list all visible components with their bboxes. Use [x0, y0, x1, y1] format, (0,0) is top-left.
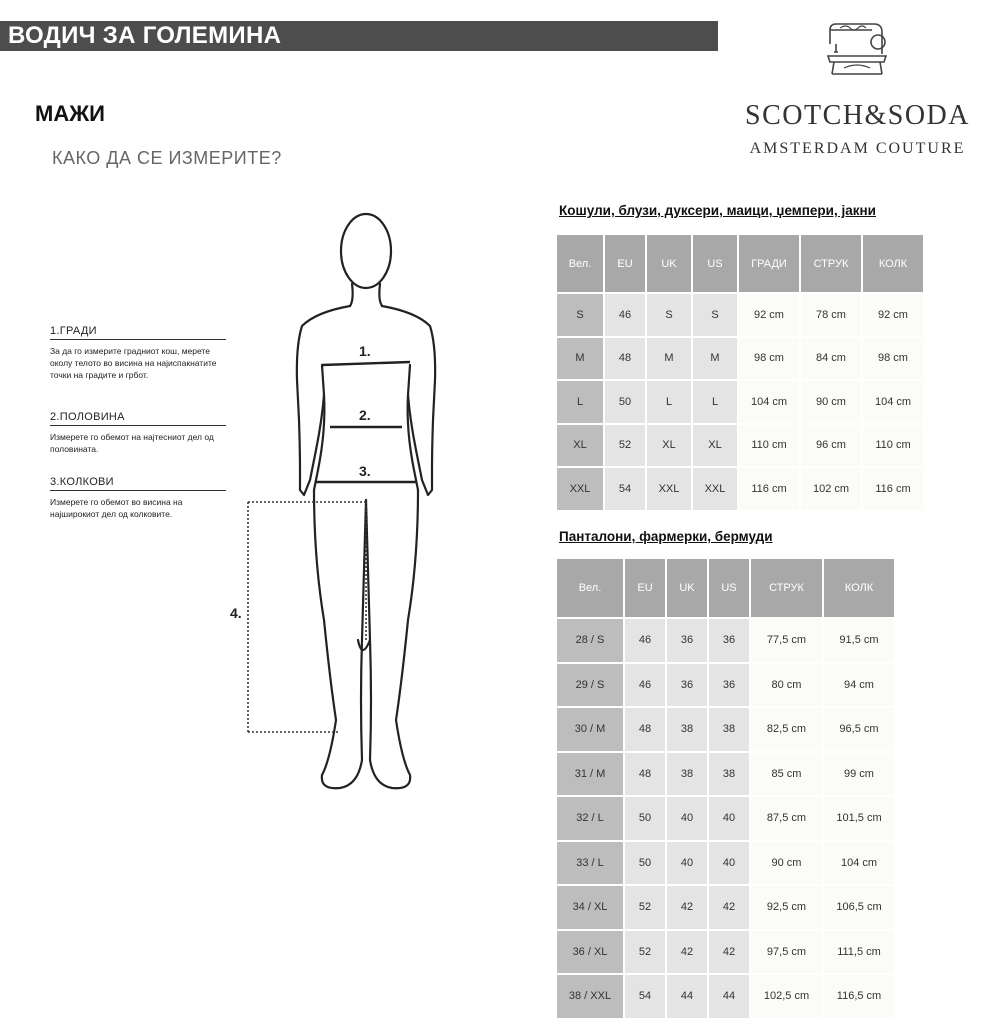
shirts-cell: 90 cm [801, 381, 861, 423]
figure-label-1: 1. [359, 343, 371, 359]
table-row [557, 931, 894, 974]
pants-cell: 33 / L [557, 842, 623, 885]
pants-cell: 30 / M [557, 708, 623, 751]
shirts-cell: 84 cm [801, 338, 861, 380]
shirts-header-cell: UK [647, 235, 691, 292]
shirts-header-cell: СТРУК [801, 235, 861, 292]
shirts-cell: XL [693, 425, 737, 467]
shirts-header-cell: EU [605, 235, 645, 292]
table-row [557, 381, 923, 423]
measure-chest-description: За да го измерите градниот кош, мерете околу телото во висина на најиспакнатите точки на градите и грбот. [50, 346, 217, 380]
table-row [557, 425, 923, 467]
pants-cell: 87,5 cm [751, 797, 822, 840]
title-bar [0, 21, 718, 51]
shirts-size-table [555, 233, 925, 512]
shirts-cell: M [557, 338, 603, 380]
table-row [557, 975, 894, 1018]
shirts-cell: 104 cm [739, 381, 799, 423]
shirts-cell: 96 cm [801, 425, 861, 467]
shirts-header-cell: ГРАДИ [739, 235, 799, 292]
measure-hips-description: Измерете го обемот во висина на најширокиот дел од колковите. [50, 497, 183, 519]
brand-name: SCOTCH&SODA [745, 100, 970, 131]
pants-cell: 111,5 cm [824, 931, 894, 974]
pants-cell: 44 [709, 975, 749, 1018]
pants-header-cell: US [709, 559, 749, 617]
measure-chest-title: 1.ГРАДИ [50, 325, 226, 340]
table-row [557, 294, 923, 336]
pants-cell: 32 / L [557, 797, 623, 840]
pants-cell: 96,5 cm [824, 708, 894, 751]
shirts-cell: XL [647, 425, 691, 467]
shirts-cell: 102 cm [801, 468, 861, 510]
shirts-cell: M [647, 338, 691, 380]
pants-cell: 80 cm [751, 664, 822, 707]
shirts-header-cell: US [693, 235, 737, 292]
pants-cell: 104 cm [824, 842, 894, 885]
pants-cell: 94 cm [824, 664, 894, 707]
pants-header-cell: UK [667, 559, 707, 617]
pants-cell: 38 [667, 708, 707, 751]
figure-label-2: 2. [359, 407, 371, 423]
page-title: ВОДИЧ ЗА ГОЛЕМИНА [8, 22, 282, 49]
shirts-cell: XXL [557, 468, 603, 510]
pants-cell: 36 [667, 664, 707, 707]
gender-heading: МАЖИ [35, 101, 105, 126]
table-row [557, 619, 894, 662]
pants-cell: 46 [625, 664, 665, 707]
pants-cell: 34 / XL [557, 886, 623, 929]
shirts-cell: 92 cm [863, 294, 923, 336]
pants-cell: 42 [667, 886, 707, 929]
shirts-cell: 98 cm [863, 338, 923, 380]
pants-cell: 42 [709, 931, 749, 974]
how-to-measure-heading: КАКО ДА СЕ ИЗМЕРИТЕ? [52, 148, 282, 168]
pants-cell: 85 cm [751, 753, 822, 796]
pants-cell: 42 [709, 886, 749, 929]
table-row [557, 338, 923, 380]
shirts-cell: 116 cm [739, 468, 799, 510]
shirts-table-title: Кошули, блузи, дуксери, маици, џемпери, јакни [559, 203, 876, 218]
pants-header-cell: СТРУК [751, 559, 822, 617]
pants-cell: 102,5 cm [751, 975, 822, 1018]
shirts-cell: L [557, 381, 603, 423]
shirts-cell: S [693, 294, 737, 336]
shirts-cell: 116 cm [863, 468, 923, 510]
pants-cell: 54 [625, 975, 665, 1018]
pants-cell: 90 cm [751, 842, 822, 885]
pants-header-cell: EU [625, 559, 665, 617]
pants-cell: 50 [625, 842, 665, 885]
measure-waist-title: 2.ПОЛОВИНА [50, 411, 226, 426]
shirts-cell: S [557, 294, 603, 336]
measure-hips-title: 3.КОЛКОВИ [50, 476, 226, 491]
pants-cell: 48 [625, 753, 665, 796]
shirts-cell: 98 cm [739, 338, 799, 380]
pants-cell: 116,5 cm [824, 975, 894, 1018]
pants-cell: 52 [625, 886, 665, 929]
pants-cell: 36 [709, 619, 749, 662]
pants-cell: 40 [709, 842, 749, 885]
figure-label-4: 4. [230, 605, 242, 621]
shirts-cell: 50 [605, 381, 645, 423]
shirts-cell: M [693, 338, 737, 380]
pants-cell: 40 [667, 842, 707, 885]
table-row [557, 886, 894, 929]
shirts-cell: S [647, 294, 691, 336]
pants-header-row [557, 559, 894, 617]
shirts-cell: 110 cm [739, 425, 799, 467]
table-row [557, 842, 894, 885]
shirts-cell: 54 [605, 468, 645, 510]
pants-cell: 82,5 cm [751, 708, 822, 751]
pants-cell: 36 [667, 619, 707, 662]
shirts-cell: 92 cm [739, 294, 799, 336]
pants-cell: 42 [667, 931, 707, 974]
shirts-cell: 110 cm [863, 425, 923, 467]
pants-cell: 77,5 cm [751, 619, 822, 662]
shirts-header-cell: Вел. [557, 235, 603, 292]
table-row [557, 664, 894, 707]
measure-waist [50, 411, 226, 455]
pants-cell: 101,5 cm [824, 797, 894, 840]
shirts-cell: 104 cm [863, 381, 923, 423]
shirts-header-row [557, 235, 923, 292]
shirts-cell: 52 [605, 425, 645, 467]
pants-cell: 38 / XXL [557, 975, 623, 1018]
shirts-cell: XXL [647, 468, 691, 510]
shirts-cell: 48 [605, 338, 645, 380]
pants-header-cell: Вел. [557, 559, 623, 617]
pants-cell: 31 / M [557, 753, 623, 796]
shirts-cell: 46 [605, 294, 645, 336]
pants-cell: 36 / XL [557, 931, 623, 974]
pants-cell: 28 / S [557, 619, 623, 662]
shirts-cell: L [647, 381, 691, 423]
shirts-cell: XXL [693, 468, 737, 510]
figure-label-3: 3. [359, 463, 371, 479]
pants-size-table [555, 557, 896, 1020]
table-row [557, 468, 923, 510]
pants-header-cell: КОЛК [824, 559, 894, 617]
brand-tagline: AMSTERDAM COUTURE [749, 140, 966, 157]
sewing-machine-icon [824, 18, 890, 76]
pants-cell: 38 [667, 753, 707, 796]
pants-cell: 106,5 cm [824, 886, 894, 929]
measure-hips [50, 476, 226, 520]
shirts-cell: L [693, 381, 737, 423]
pants-cell: 91,5 cm [824, 619, 894, 662]
pants-cell: 40 [667, 797, 707, 840]
shirts-header-cell: КОЛК [863, 235, 923, 292]
pants-cell: 48 [625, 708, 665, 751]
pants-table-title: Панталони, фармерки, бермуди [559, 529, 773, 544]
pants-cell: 38 [709, 753, 749, 796]
pants-cell: 92,5 cm [751, 886, 822, 929]
pants-cell: 52 [625, 931, 665, 974]
pants-cell: 46 [625, 619, 665, 662]
pants-cell: 40 [709, 797, 749, 840]
table-row [557, 797, 894, 840]
measure-chest [50, 325, 226, 381]
table-row [557, 753, 894, 796]
pants-cell: 50 [625, 797, 665, 840]
pants-cell: 44 [667, 975, 707, 1018]
pants-cell: 99 cm [824, 753, 894, 796]
table-row [557, 708, 894, 751]
pants-cell: 29 / S [557, 664, 623, 707]
pants-cell: 36 [709, 664, 749, 707]
shirts-cell: 78 cm [801, 294, 861, 336]
measure-waist-description: Измерете го обемот на најтесниот дел од половината. [50, 432, 214, 454]
pants-cell: 97,5 cm [751, 931, 822, 974]
pants-cell: 38 [709, 708, 749, 751]
shirts-cell: XL [557, 425, 603, 467]
